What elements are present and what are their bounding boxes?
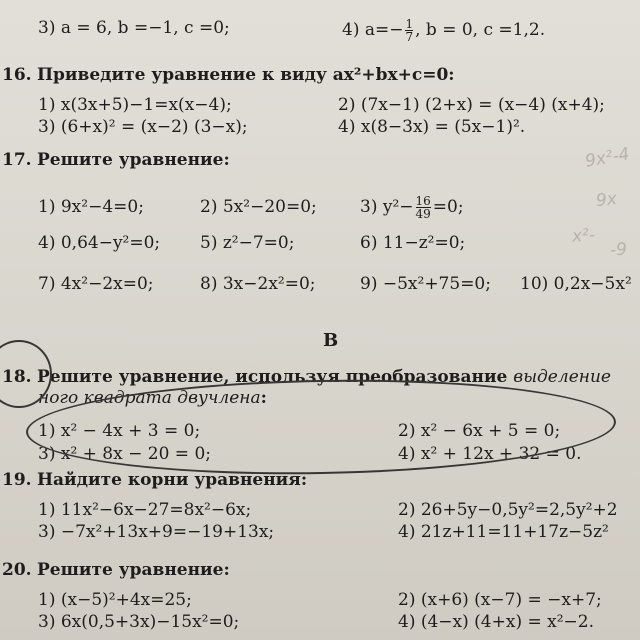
problem-17-number: 17. bbox=[2, 150, 32, 170]
problem-20-item-3: 3) 6x(0,5+3x)−15x²=0; bbox=[38, 612, 240, 632]
problem-17-item-6: 6) 11−z²=0; bbox=[360, 233, 466, 253]
section-letter: В bbox=[323, 330, 339, 351]
problem-18-prompt-c: ного квадрата двучлена bbox=[38, 388, 261, 408]
problem-20-number: 20. bbox=[2, 560, 32, 580]
problem-20-item-1: 1) (x−5)²+4x=25; bbox=[38, 590, 192, 610]
top-row-right-prefix: 4) a=− bbox=[342, 20, 404, 40]
problem-17-item-10: 10) 0,2x−5x² bbox=[520, 274, 632, 294]
fraction-one-seventh bbox=[405, 18, 413, 43]
problem-18-item-2: 2) x² − 6x + 5 = 0; bbox=[398, 421, 561, 441]
fraction-numerator: 16 bbox=[415, 194, 431, 208]
problem-16-header bbox=[2, 65, 455, 85]
problem-16-number: 16. bbox=[2, 65, 32, 85]
problem-17-item-8: 8) 3x−2x²=0; bbox=[200, 274, 316, 294]
problem-17-item-5: 5) z²−7=0; bbox=[200, 233, 295, 253]
problem-17-item-7: 7) 4x²−2x=0; bbox=[38, 274, 154, 294]
problem-17-item-4: 4) 0,64−y²=0; bbox=[38, 233, 161, 253]
fraction-numerator: 1 bbox=[405, 17, 414, 31]
problem-17-item-2: 2) 5x²−20=0; bbox=[200, 197, 317, 217]
problem-16-item-4: 4) x(8−3x) = (5x−1)². bbox=[338, 117, 526, 137]
problem-17-prompt: Решите уравнение: bbox=[36, 150, 230, 170]
handwritten-note-2: 9x bbox=[595, 188, 618, 212]
problem-20-header bbox=[2, 560, 230, 580]
problem-16-item-2: 2) (7x−1) (2+x) = (x−4) (x+4); bbox=[338, 95, 605, 115]
problem-18-prompt-a: Решите уравнение, используя преобразование bbox=[36, 367, 514, 387]
problem-19-item-1: 1) 11x²−6x−27=8x²−6x; bbox=[38, 500, 252, 520]
top-row-right-suffix: , b = 0, c =1,2. bbox=[415, 20, 546, 40]
problem-17-item-3-prefix: 3) y²− bbox=[360, 197, 414, 217]
problem-17-item-3-suffix: =0; bbox=[432, 197, 464, 217]
problem-17-item-3 bbox=[360, 188, 464, 226]
handwritten-note-4: -9 bbox=[609, 239, 628, 261]
problem-19-item-2: 2) 26+5y−0,5y²=2,5y²+2 bbox=[398, 500, 618, 520]
fraction-denominator: 7 bbox=[405, 30, 414, 44]
top-row-right bbox=[342, 18, 545, 43]
problem-19-number: 19. bbox=[2, 470, 32, 490]
problem-18-item-3: 3) x² + 8x − 20 = 0; bbox=[38, 444, 211, 464]
problem-16-item-3: 3) (6+x)² = (x−2) (3−x); bbox=[38, 117, 248, 137]
problem-18-prompt-b: выделение bbox=[513, 367, 611, 387]
handwritten-note-3: x²- bbox=[571, 225, 596, 247]
problem-17-header bbox=[2, 150, 230, 170]
fraction-denominator: 49 bbox=[415, 207, 431, 221]
problem-18-number: 18. bbox=[2, 367, 32, 387]
problem-19-header bbox=[2, 470, 307, 490]
problem-20-prompt: Решите уравнение: bbox=[36, 560, 230, 580]
top-row-left: 3) a = 6, b =−1, c =0; bbox=[38, 18, 230, 38]
problem-18-item-4: 4) x² + 12x + 32 = 0. bbox=[398, 444, 582, 464]
problem-17-item-9: 9) −5x²+75=0; bbox=[360, 274, 491, 294]
handwritten-note-1: 9x²-4 bbox=[583, 144, 632, 172]
problem-20-item-4: 4) (4−x) (4+x) = x²−2. bbox=[398, 612, 594, 632]
problem-19-item-4: 4) 21z+11=11+17z−5z² bbox=[398, 522, 609, 542]
problem-19-item-3: 3) −7x²+13x+9=−19+13x; bbox=[38, 522, 275, 542]
problem-16-item-1: 1) x(3x+5)−1=x(x−4); bbox=[38, 95, 232, 115]
problem-17-item-1: 1) 9x²−4=0; bbox=[38, 197, 144, 217]
problem-16-prompt: Приведите уравнение к виду ax²+bx+c=0: bbox=[36, 65, 455, 85]
problem-20-item-2: 2) (x+6) (x−7) = −x+7; bbox=[398, 590, 602, 610]
problem-18-prompt-d: : bbox=[260, 388, 267, 408]
problem-18-item-1: 1) x² − 4x + 3 = 0; bbox=[38, 421, 201, 441]
problem-19-prompt: Найдите корни уравнения: bbox=[36, 470, 308, 490]
fraction-16-49 bbox=[416, 195, 431, 220]
